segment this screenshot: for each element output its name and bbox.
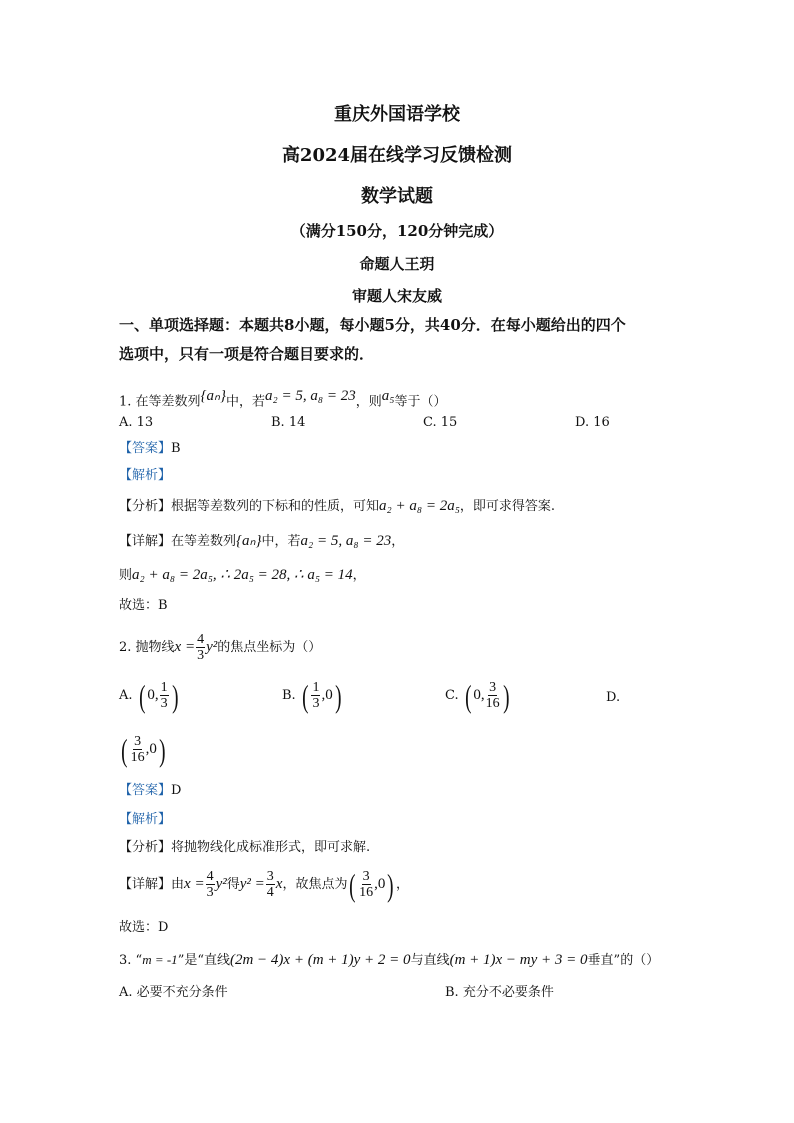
q2-answer: 【答案】D: [119, 783, 182, 798]
q1-conclusion: 故选：B: [119, 598, 168, 613]
q1-fenxi: 【分析】根据等差数列的下标和的性质，可知a₂ + a₈ = 2a₅，即可求得答案.: [119, 498, 556, 514]
q2-option-d: ( $\frac{3}{16}$ ,0): [121, 731, 166, 768]
q1-option-d: D. 16: [575, 415, 610, 430]
q2-analysis-label: 【解析】: [119, 812, 172, 827]
q1-step: 则a₂ + a₈ = 2a₅, ∴ 2a₅ = 28, ∴ a₅ = 14，: [119, 567, 366, 583]
fraction: $\frac{4}{3}$: [197, 632, 205, 663]
q1-option-c: C. 15: [423, 415, 458, 430]
q1-option-a: A. 13: [119, 415, 154, 430]
q2-option-c: C. ( 0, $\frac{3}{16}$ ): [445, 677, 510, 714]
author: 命题人王玥: [359, 255, 435, 273]
q2-stem: 2. 抛物线x = $\frac{4}{3}$ y²的焦点坐标为（）: [119, 632, 322, 663]
q1-option-b: B. 14: [271, 415, 306, 430]
section-heading-line2: 选项中，只有一项是符合题目要求的．: [119, 345, 375, 363]
q2-detail: 【详解】由x = $\frac{4}{3}$ y²得y² = $\frac{3}{4}$ x，故焦点为( $\frac{3}{16}$ ,0) ，: [119, 866, 410, 903]
q1-stem: 1. 在等差数列$^{\{a_n\}}$中，若$^{a_2 = 5, a_8 = 23}$，则$^{a_5}$等于（）: [119, 388, 447, 410]
section-heading-line1: 一、单项选择题：本题共8小题，每小题5分，共40分．在每小题给出的四个: [119, 316, 626, 334]
exam-title: 高2024届在线学习反馈检测: [281, 145, 513, 166]
q3-option-b: B. 充分不必要条件: [445, 985, 554, 1000]
q3-option-a: A. 必要不充分条件: [119, 985, 228, 1000]
q2-conclusion: 故选：D: [119, 920, 169, 935]
reviewer: 审题人宋友威: [351, 287, 442, 305]
school-title: 重庆外国语学校: [334, 104, 460, 125]
q2-option-d-label: D.: [606, 690, 621, 705]
q1-answer: 【答案】B: [119, 441, 181, 456]
q2-option-a: A. ( 0, $\frac{1}{3}$ ): [119, 677, 179, 714]
q2-fenxi: 【分析】将抛物线化成标准形式，即可求解.: [119, 840, 371, 855]
q3-stem: 3. “m = -1”是“直线(2m − 4)x + (m + 1)y + 2 = 0与直线(m + 1)x − my + 3 = 0垂直”的（）: [119, 952, 660, 968]
exam-info: （满分150分，120分钟完成）: [290, 222, 504, 240]
q2-options: [119, 677, 679, 720]
q1-detail: 【详解】在等差数列{aₙ}中，若a₂ = 5, a₈ = 23，: [119, 533, 405, 549]
q1-analysis-label: 【解析】: [119, 468, 172, 483]
subject-title: 数学试题: [361, 186, 433, 207]
q2-option-b: B. ( $\frac{1}{3}$ ,0): [282, 677, 342, 714]
